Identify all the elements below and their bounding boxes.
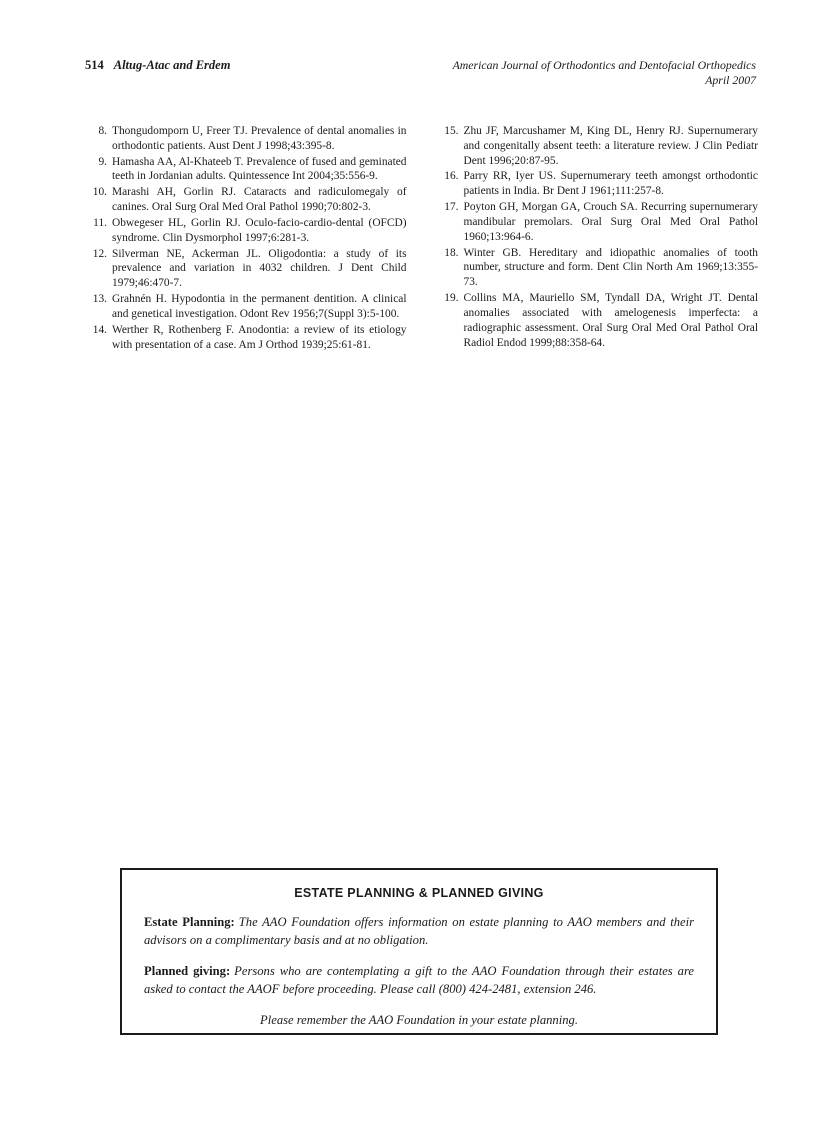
references-left-column: [85, 124, 407, 353]
reference-item: [85, 185, 407, 215]
reference-number: 18.: [444, 246, 459, 259]
reference-item: [85, 155, 407, 185]
running-head-right: [453, 58, 756, 89]
reference-text: Obwegeser HL, Gorlin RJ. Oculo-facio-cardio-dental (OFCD) syndrome. Clin Dysmorphol 1997;6:281-3.: [112, 216, 407, 244]
running-head-left: [85, 58, 230, 73]
reference-text: Silverman NE, Ackerman JL. Oligodontia: a study of its prevalence and variation in 4032 children. J Dent Child 1979;46:470-7.: [112, 247, 407, 290]
reference-text: Grahnén H. Hypodontia in the permanent dentition. A clinical and genetical investigation. Odont Rev 1956;7(Suppl 3):5-100.: [112, 293, 407, 320]
reference-text: Parry RR, Iyer US. Supernumerary teeth amongst orthodontic patients in India. Br Dent J 1961;111:257-8.: [463, 170, 758, 198]
reference-number: 19.: [444, 292, 459, 305]
reference-text: Marashi AH, Gorlin RJ. Cataracts and radiculomegaly of canines. Oral Surg Oral Med Oral Pathol 1990;70:802-3.: [112, 186, 407, 214]
reference-text: Hamasha AA, Al-Khateeb T. Prevalence of fused and geminated teeth in Jordanian adults. Quintessence Int 2004;35:556-9.: [112, 155, 407, 183]
estate-box-title: ESTATE PLANNING & PLANNED GIVING: [294, 886, 544, 900]
reference-text: Collins MA, Mauriello SM, Tyndall DA, Wright JT. Dental anomalies associated with amelogenesis imperfecta: a radiographic assessment. Oral Surg Oral Med Oral Pathol Oral Radiol Endod 1999;88:358-64.: [463, 292, 758, 349]
reference-item: [437, 200, 759, 244]
issue-date: April 2007: [705, 73, 756, 88]
references-right-column: [437, 124, 759, 353]
reference-number: 17.: [444, 201, 459, 214]
reference-item: [85, 216, 407, 246]
reference-item: [85, 247, 407, 291]
reference-number: 8.: [98, 125, 107, 137]
reference-number: 16.: [444, 170, 459, 183]
references-section: [85, 124, 758, 353]
reference-number: 12.: [92, 247, 107, 260]
reference-number: 9.: [98, 155, 107, 168]
reference-number: 14.: [92, 323, 107, 336]
reference-item: [85, 323, 407, 353]
estate-planning-box: [120, 868, 718, 1035]
planned-giving-label: Planned giving:: [144, 963, 231, 978]
planned-giving-text: Persons who are contemplating a gift to the AAO Foundation through their estates are asked to contact the AAOF before proceeding. Please call (800) 424-2481, extension 246.: [144, 963, 695, 996]
reference-number: 15.: [444, 125, 459, 137]
reference-item: [437, 124, 759, 168]
reference-text: Werther R, Rothenberg F. Anodontia: a review of its etiology with presentation of a case. Am J Orthod 1939;25:61-81.: [112, 323, 407, 351]
estate-planning-paragraph: [144, 914, 694, 950]
running-authors: Altug-Atac and Erdem: [113, 58, 231, 72]
reference-item: [85, 292, 407, 322]
estate-planning-label: Estate Planning:: [144, 915, 235, 929]
reference-text: Winter GB. Hereditary and idiopathic anomalies of tooth number, structure and form. Dent Clin North Am 1969;13:355-73.: [463, 246, 758, 289]
estate-box-footer: Please remember the AAO Foundation in your estate planning.: [260, 1012, 578, 1027]
estate-planning-text: The AAO Foundation offers information on estate planning to AAO members and their advisors on a complimentary basis and at no obligation.: [144, 915, 695, 947]
reference-text: Zhu JF, Marcushamer M, King DL, Henry RJ. Supernumerary and congenitally absent teeth: a literature review. J Clin Pediatr Dent 1996;20:87-95.: [463, 125, 758, 167]
reference-item: [437, 169, 759, 199]
reference-item: [437, 291, 759, 350]
reference-text: Poyton GH, Morgan GA, Crouch SA. Recurring supernumerary mandibular premolars. Oral Surg Oral Med Oral Pathol 1960;13:964-6.: [463, 201, 758, 243]
journal-title: American Journal of Orthodontics and Dentofacial Orthopedics: [452, 58, 756, 72]
reference-number: 10.: [92, 186, 107, 199]
reference-item: [437, 246, 759, 290]
reference-text: Thongudomporn U, Freer TJ. Prevalence of dental anomalies in orthodontic patients. Aust Dent J 1998;43:395-8.: [112, 125, 407, 152]
planned-giving-paragraph: [144, 963, 694, 999]
page-number: 514: [85, 58, 104, 72]
reference-item: [85, 124, 407, 154]
page-header: [85, 58, 756, 89]
reference-number: 13.: [92, 293, 107, 306]
reference-number: 11.: [93, 216, 107, 229]
